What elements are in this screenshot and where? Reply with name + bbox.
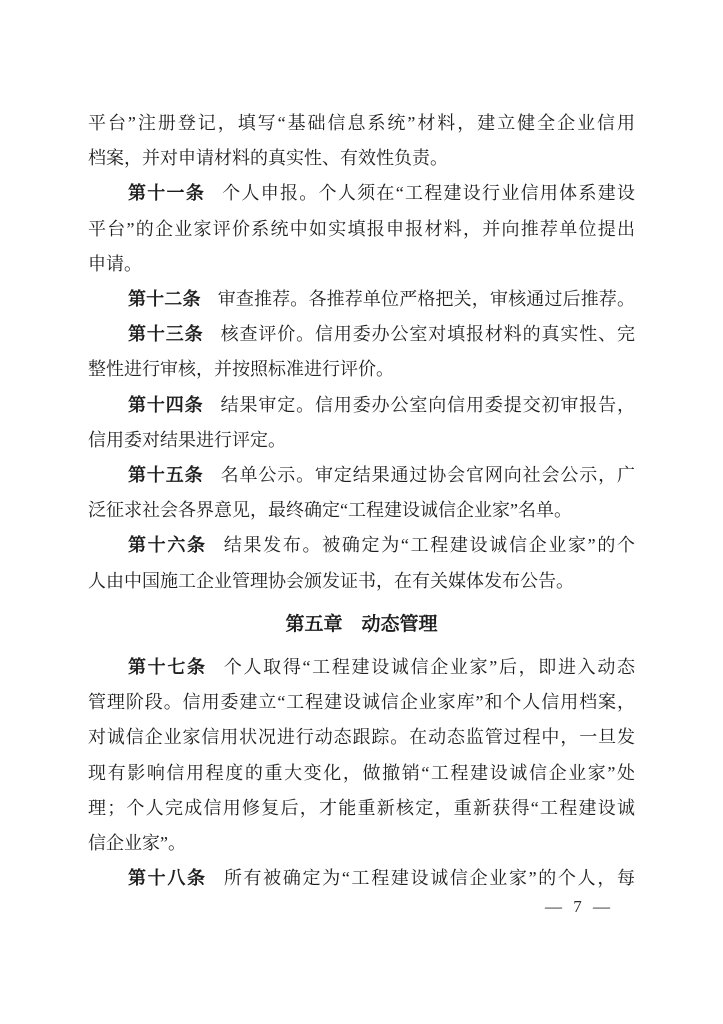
article-number: 第十二条 (128, 289, 201, 310)
text-line (88, 176, 635, 211)
page-number: — 7 — (545, 897, 611, 916)
text-line: 理；个人完成信用修复后，才能重新核定，重新获得“工程建设诚 (88, 797, 635, 818)
text-line: 管理阶段。信用委建立“工程建设诚信企业家库”和个人信用档案， (88, 692, 635, 713)
line-text: 名单公示。审定结果通过协会官网向社会公示，广 (220, 465, 635, 486)
article-number: 第十八条 (128, 868, 207, 889)
text-line (88, 650, 635, 685)
text-line: 档案，并对申请材料的真实性、有效性负责。 (88, 148, 448, 169)
article-number: 第十一条 (128, 183, 206, 204)
line-text: 结果审定。信用委办公室向信用委提交初审报告， (220, 394, 635, 415)
text-line: 信企业家”。 (88, 833, 186, 854)
line-text: 个人申报。个人须在“工程建设行业信用体系建设 (222, 183, 635, 204)
text-line: 信用委对结果进行评定。 (88, 429, 286, 450)
text-line: 对诚信企业家信用状况进行动态跟踪。在动态监管过程中，一旦发 (88, 727, 635, 748)
text-line (88, 458, 635, 493)
text-line: 申请。 (88, 253, 142, 274)
text-line: 现有影响信用程度的重大变化，做撤销“工程建设诚信企业家”处 (88, 762, 635, 783)
text-line: 泛征求社会各界意见，最终确定“工程建设诚信企业家”名单。 (88, 500, 572, 521)
article-number: 第十六条 (128, 535, 207, 556)
line-text: 结果发布。被确定为“工程建设诚信企业家”的个 (223, 535, 635, 556)
text-line (88, 282, 635, 317)
text-line (88, 388, 635, 423)
document-text-block (88, 106, 635, 896)
article-number: 第十四条 (128, 394, 204, 415)
line-text: 审查推荐。各推荐单位严格把关，审核通过后推荐。 (217, 289, 635, 310)
article-number: 第十七条 (128, 657, 207, 678)
chapter-heading: 第五章 动态管理 (285, 613, 438, 635)
text-line: 整性进行审核，并按照标准进行评价。 (88, 359, 394, 380)
line-text: 核查评价。信用委办公室对填报材料的真实性、完 (220, 324, 635, 345)
article-number: 第十五条 (128, 465, 204, 486)
text-line: 人由中国施工企业管理协会颁发证书，在有关媒体发布公告。 (88, 570, 574, 591)
line-text: 所有被确定为“工程建设诚信企业家”的个人，每 (223, 868, 635, 889)
line-text: 个人取得“工程建设诚信企业家”后，即进入动态 (223, 657, 635, 678)
text-line: 平台”注册登记，填写“基础信息系统”材料，建立健全企业信用 (88, 113, 635, 133)
text-line (88, 528, 635, 563)
text-line: 平台”的企业家评价系统中如实填报申报材料，并向推荐单位提出 (88, 218, 635, 239)
text-line (88, 861, 635, 896)
article-number: 第十三条 (128, 324, 204, 345)
text-line (88, 317, 635, 352)
